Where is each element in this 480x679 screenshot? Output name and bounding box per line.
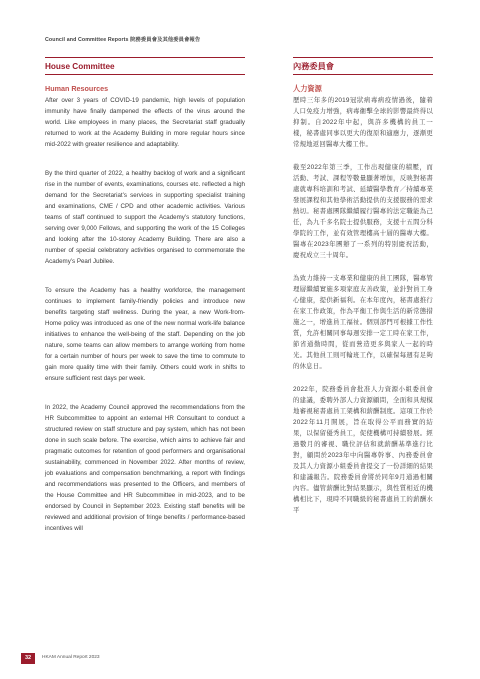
paragraph-en-4: In 2022, the Academy Council approved the recommendations from the HR Subcommittee to appoint an external HR Consultant to conduct a structured review on staff structure and pay system, which has not been done in such scale before. The exercise, which aims to achieve fair and pragmatic outcomes for retention of good performers and organisational sustainability, commenced in November 2022. After months of review, job evaluations and compensation benchmarking, a report with findings and recommendations was presented to the Officers, and members of the House Committee and HR Subcommittee in mid-2023, and to be endorsed by Council in September 2023. Existing staff benefits will be reviewed and additional provision of fringe benefits / performance-based incentives will bbox=[45, 404, 245, 532]
paragraph-zh-1: 歷時三年多的2019冠狀病毒病疫情過後，隨着人口免疫力增強，病毒衞擊全球的影響最終得以抑制。自2022年中起，與許多機構的員工一樣，秘書處同事以更大的復原和適應力，逐漸更常規地返回醫專大樓工作。 bbox=[293, 97, 433, 148]
paragraph-en-1: After over 3 years of COVID-19 pandemic, high levels of population immunity have finally dampened the effects of the virus around the world. Like employees in many places, the Secretariat staff gradually returned to work at the Academy Building in more regular hours since mid-2022 with greater resilience and adaptability. bbox=[45, 97, 245, 148]
section-title-zh: 內務委員會 bbox=[293, 62, 334, 71]
section-rule bbox=[293, 74, 433, 75]
publication-title: HKAM Annual Report 2023 bbox=[42, 655, 100, 660]
subsection-title-zh: 人力資源 bbox=[293, 84, 322, 93]
page-number: 32 bbox=[21, 653, 35, 664]
running-head: Council and Committee Reports 院務委員會及其他委員會報告 bbox=[45, 37, 201, 43]
section-rule bbox=[45, 57, 245, 58]
paragraph-zh-4: 2022年，院務委員會批准人力資源小組委員會的建議，委聘外部人力資源顧問，全面和具規模地審視秘書處員工架構和薪酬制度。這項工作於2022年11月開展，旨在取得公平而務實的結果，以保留優秀員工，促使機構可持續發展。經過數月的審視、職位評估和就薪酬基準進行比對，顧問於2023年中向醫專幹事、內務委員會及其人力資源小組委員會提交了一份詳細的結果和建議報告。院務委員會將於同年9月通過相關內容。儘管薪酬比對結果顯示，與性質相近的機構相比下，現時不同職級的秘書處員工的薪酬水平 bbox=[293, 386, 433, 514]
section-rule bbox=[293, 57, 433, 58]
paragraph-zh-2: 截至2022年第三季，工作出現健康的積壓，而活動、考試、課程等數量顯著增加，反映對秘書處就專科培訓和考試、延續醫學教育／持續專業發展課程和其他學術活動提供的支援服務的需求熱切。秘書處團隊繼續履行醫專的法定職能為己任，為九千多名院士提供服務，支援十五間分科學院的工作，並有效管理樓高十層的醫專大樓。醫專在2023年團辦了一系列的特別慶祝活動，慶祝成立三十周年。 bbox=[293, 164, 433, 259]
paragraph-zh-3: 為致力維持一支專業和健康的員工團隊，醫專管理層繼續實施多項家庭友善政策，並針對員工身心健康，提供新福利。在本年度內，秘書處推行在家工作政策，作為平衡工作與生活的新常態措施之一，增進員工福祉。個別部門可根據工作性質，允許相關同事每週安排一定工時在家工作，節省通勤時間，從而營造更多與家人一起的時光。其他員工則可輪班工作，以確保每週有足夠的休息日。 bbox=[293, 275, 433, 370]
paragraph-en-3: To ensure the Academy has a healthy workforce, the management continues to implement family-friendly policies and introduce new benefits targeting staff wellness. During the year, a new Work-from-Home policy was introduced as one of the new normal work-life balance initiatives to enhance the well-being of the staff. Depending on the job nature, some teams can allow members to arrange working from home for a certain number of hours per week to save the time to commute to gain more quality time with their family. Others could work in shifts to ensure sufficient rest days per week. bbox=[45, 287, 245, 382]
chinese-column bbox=[293, 57, 433, 516]
page-footer bbox=[0, 651, 480, 665]
english-column bbox=[45, 57, 245, 534]
section-title-en: House Committee bbox=[45, 62, 115, 71]
subsection-title-en: Human Resources bbox=[45, 84, 109, 93]
section-rule bbox=[45, 74, 245, 75]
paragraph-en-2: By the third quarter of 2022, a healthy backlog of work and a significant rise in the number of events, examinations, courses etc. reflected a high demand for the Secretariat’s services in supporting specialist training and examinations, CME / CPD and other academic activities. Various teams of staff continued to support the Academy’s statutory functions, serving over 9,000 Fellows, and supporting the work of the 15 Colleges and looking after the 10-storey Academy Building. There are also a number of special celebratory activities organised to commemorate the Academy’s Pearl Jubilee. bbox=[45, 170, 245, 265]
